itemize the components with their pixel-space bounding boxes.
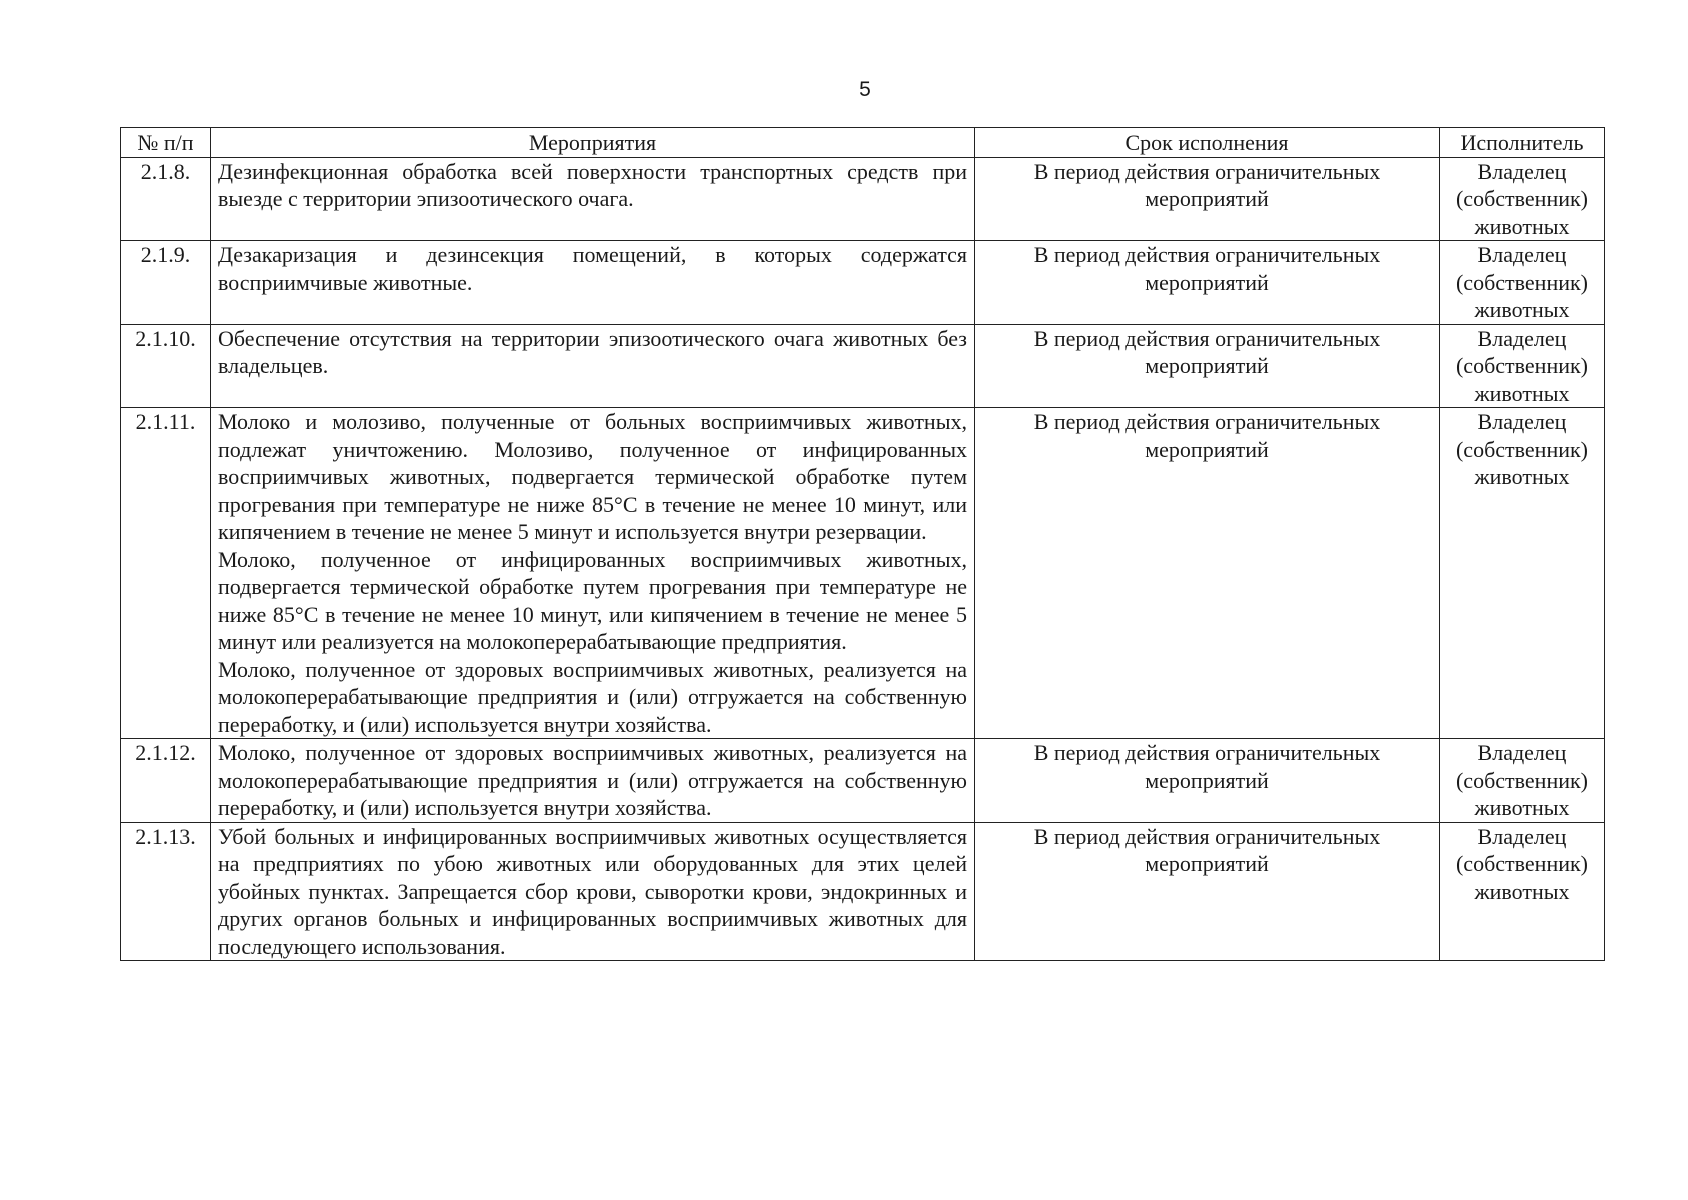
term-text: мероприятий [1145, 353, 1269, 378]
executor-text: Владелец [1477, 325, 1567, 351]
header-executor: Исполнитель [1440, 128, 1605, 158]
executor-text: Владелец [1477, 823, 1567, 849]
term-cell [975, 241, 1440, 325]
executor-text: Владелец [1477, 242, 1567, 267]
table-row [121, 822, 1605, 961]
term-text: мероприятий [1145, 767, 1269, 793]
header-term: Срок исполнения [975, 128, 1440, 158]
executor-cell [1440, 822, 1605, 961]
executor-text: Владелец [1477, 158, 1567, 184]
activity-cell [211, 324, 975, 408]
executor-text: животных [1474, 878, 1570, 904]
activity-cell [211, 241, 975, 325]
term-text: В период действия ограничительных [1033, 242, 1381, 267]
activity-text: Молоко, полученное от инфицированных восприимчивых животных, подвергается термической обработке путем прогревания при температуре не ниже 85°С в течение не менее 10 минут, или кипячением в течение не менее 5 минут или реализуется на молокоперерабатывающие предприятия. [218, 546, 967, 654]
activity-text: Обеспечение отсутствия на территории эпизоотического очага животных без владельцев. [218, 325, 967, 378]
executor-text: животных [1474, 795, 1570, 820]
executor-text: Владелец [1477, 740, 1567, 765]
term-text: мероприятий [1145, 269, 1269, 295]
activity-text: Молоко, полученное от здоровых восприимчивых животных, реализуется на молокоперерабатывающие предприятия и (или) отгружается на собственную переработку, и (или) используется внутри хозяйства. [218, 740, 967, 820]
term-cell [975, 822, 1440, 961]
executor-text: (собственник) [1455, 186, 1589, 211]
executor-text: животных [1474, 297, 1570, 322]
activity-text: Молоко, полученное от здоровых восприимчивых животных, реализуется на молокоперерабатывающие предприятия и (или) отгружается на собственную переработку, и (или) используется внутри хозяйства. [218, 656, 967, 737]
executor-text: Владелец [1477, 409, 1567, 434]
activity-cell [211, 739, 975, 823]
term-cell [975, 739, 1440, 823]
term-cell [975, 324, 1440, 408]
table-header-row [121, 128, 1605, 158]
page-number: 5 [859, 78, 871, 101]
table-row [121, 241, 1605, 325]
executor-cell [1440, 408, 1605, 739]
row-number: 2.1.9. [121, 241, 211, 325]
executor-cell [1440, 324, 1605, 408]
measures-table [120, 127, 1605, 961]
activity-cell [211, 157, 975, 241]
executor-text: животных [1474, 213, 1570, 239]
executor-text: (собственник) [1455, 851, 1589, 876]
row-number: 2.1.8. [121, 157, 211, 241]
executor-text: (собственник) [1455, 269, 1589, 295]
executor-cell [1440, 241, 1605, 325]
header-num: № п/п [121, 128, 211, 158]
activity-text: Молоко и молозиво, полученные от больных восприимчивых животных, подлежат уничтожению. Молозиво, полученное от инфицированных восприимчивых животных, подвергается термической обработке путем прогревания при температуре не ниже 85°С в течение не менее 10 минут, или кипячением в течение не менее 5 минут и используется внутри резервации. [218, 409, 967, 544]
executor-text: животных [1474, 380, 1570, 406]
executor-text: (собственник) [1455, 353, 1589, 378]
term-text: мероприятий [1145, 186, 1269, 211]
row-number: 2.1.12. [121, 739, 211, 823]
table-row [121, 408, 1605, 739]
term-text: В период действия ограничительных [1033, 823, 1381, 849]
term-text: мероприятий [1145, 436, 1269, 462]
table-row [121, 324, 1605, 408]
executor-cell [1440, 739, 1605, 823]
table-row [121, 157, 1605, 241]
table-row [121, 739, 1605, 823]
executor-text: животных [1474, 464, 1570, 489]
term-cell [975, 157, 1440, 241]
activity-cell [211, 408, 975, 739]
term-text: В период действия ограничительных [1033, 740, 1381, 765]
activity-text: Дезинфекционная обработка всей поверхности транспортных средств при выезде с территории эпизоотического очага. [218, 158, 967, 211]
header-activity: Мероприятия [211, 128, 975, 158]
executor-text: (собственник) [1455, 767, 1589, 793]
row-number: 2.1.10. [121, 324, 211, 408]
activity-text: Убой больных и инфицированных восприимчивых животных осуществляется на предприятиях по убою животных или оборудованных для этих целей убойных пунктах. Запрещается сбор крови, сыворотки крови, эндокринных и других органов больных и инфицированных восприимчивых животных для последующего использования. [218, 823, 967, 959]
activity-text: Дезакаризация и дезинсекция помещений, в которых содержатся восприимчивые животные. [218, 242, 967, 295]
row-number: 2.1.13. [121, 822, 211, 961]
term-text: мероприятий [1145, 851, 1269, 876]
term-text: В период действия ограничительных [1033, 158, 1381, 184]
term-text: В период действия ограничительных [1033, 325, 1381, 351]
term-cell [975, 408, 1440, 739]
term-text: В период действия ограничительных [1033, 409, 1381, 434]
executor-cell [1440, 157, 1605, 241]
executor-text: (собственник) [1455, 436, 1589, 462]
activity-cell [211, 822, 975, 961]
row-number: 2.1.11. [121, 408, 211, 739]
